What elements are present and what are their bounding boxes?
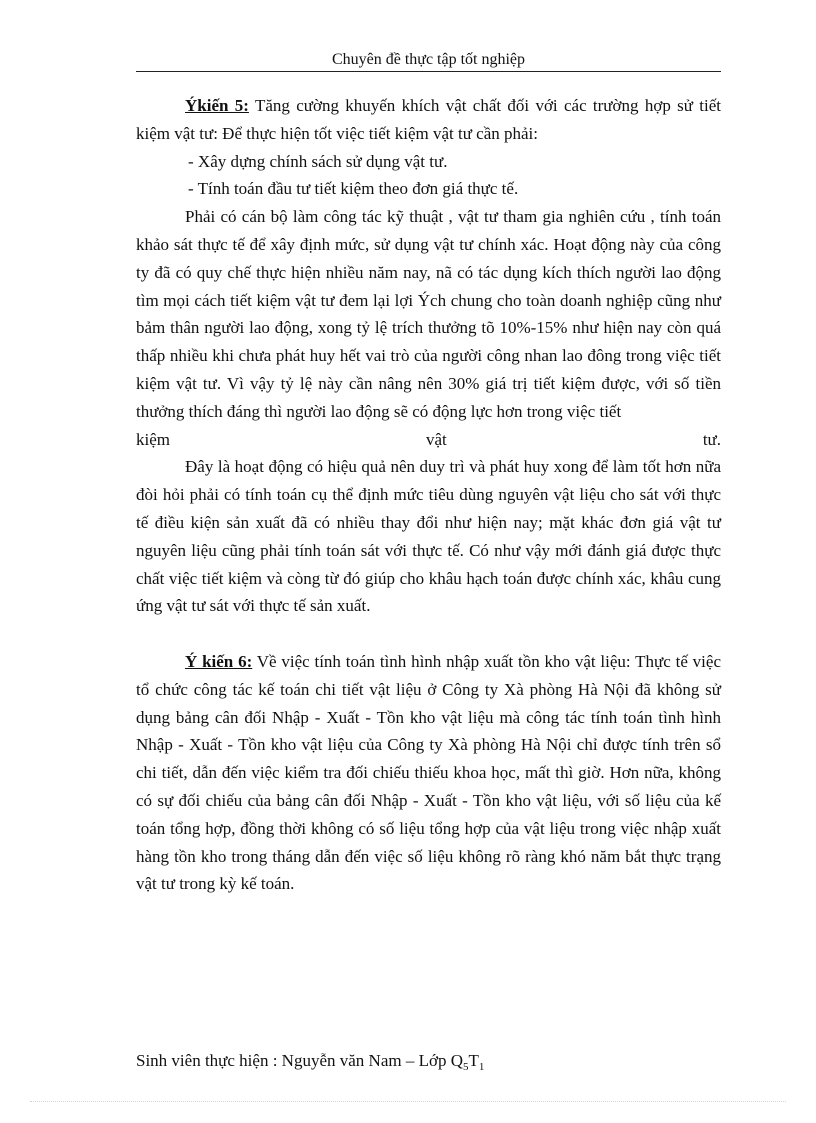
opinion-5-label: Ýkiến 5: — [185, 96, 249, 115]
bullet-item: - Tính toán đầu tư tiết kiệm theo đơn giá thực tế. — [188, 179, 519, 199]
opinion-6-paragraph — [136, 648, 721, 898]
opinion-6-label: Ý kiến 6: — [185, 651, 253, 671]
opinion-5-text: Tăng cường khuyến khích vật chất đối với các trường hợp sử tiết kiệm vật tư: Để thực hiện tốt việc tiết kiệm vật tư cần phải: — [136, 96, 721, 143]
opinion-5-justified-line — [136, 426, 721, 454]
justified-word: kiệm — [136, 429, 170, 449]
footer-text: Sinh viên thực hiện : Nguyễn văn Nam – Lớp Q — [136, 1051, 463, 1070]
footer-subscript: 1 — [478, 1061, 485, 1073]
justified-word: vật — [426, 429, 447, 449]
document-body — [136, 92, 721, 898]
footer-text-mid: T — [468, 1051, 479, 1070]
header-divider — [136, 71, 721, 72]
bullet-item: - Xây dựng chính sách sử dụng vật tư. — [188, 151, 448, 171]
page-footer — [136, 1050, 484, 1078]
opinion-5-body-paragraph-2: Đây là hoạt động có hiệu quả nên duy trì và phát huy xong để làm tốt hơn nữa đòi hỏi phải có tính toán cụ thể định mức tiêu dùng nguyên vật liệu cho sát với thực tế điều kiện sản xuất đã có nhiều thay đổi như hiện nay; mặt khác đơn giá vật tư nguyên liệu cũng phải tính toán sát với thực tế. Có như vậy mới đánh giá được thực chất việc tiết kiệm và còng từ đó giúp cho khâu hạch toán được chính xác, khâu cung ứng vật tư sát với thực tế sản xuất. — [136, 457, 721, 616]
justified-word: tư. — [702, 429, 721, 449]
page-bottom-divider — [30, 1101, 786, 1102]
page-header-title: Chuyên đề thực tập tốt nghiệp — [331, 51, 526, 68]
footer-subscript: 5 — [462, 1061, 469, 1073]
opinion-5-paragraph — [136, 92, 721, 148]
opinion-5-body-paragraph-1: Phải có cán bộ làm công tác kỹ thuật , vật tư tham gia nghiên cứu , tính toán khảo sát thực tế để xây định mức, sử dụng vật tư chính xác. Hoạt động này của công ty đã có quy chế thực hiện nhiều năm nay, nã có tác dụng kích thích người lao động tìm mọi cách tiết kiệm vật tư đem lại lợi Ých chung cho toàn doanh nghiệp cũng như bảm thân người lao động, xong tỷ lệ trích thưởng tõ 10%-15% như hiện nay còn quá thấp nhiều khi chưa phát huy hết vai trò của người công nhan lao đông trong việc tiết kiệm vật tư. Vì vậy tỷ lệ này cần nâng nên 30% giá trị tiết kiệm được, với số tiền thưởng thích đáng thì người lao động sẽ có động lực hơn trong việc tiết — [136, 207, 721, 421]
paragraph-gap — [136, 620, 721, 648]
opinion-6-text: Về việc tính toán tình hình nhập xuất tồn kho vật liệu: Thực tế việc tổ chức công tác kế toán chi tiết vật liệu ở Công ty Xà phòng Hà Nội đã không sử dụng bảng cân đối Nhập - Xuất - Tồn kho vật liệu mà công tác tính toán tình hình Nhập - Xuất - Tồn kho vật liệu của Công ty Xà phòng Hà Nội chỉ được tính trên sổ chi tiết, dẫn đến việc kiểm tra đối chiếu thiếu khoa học, mất thì giờ. Hơn nữa, không có sự đối chiếu của bảng cân đối Nhập - Xuất - Tồn kho vật liệu, với số liệu của kế toán tổng hợp, đồng thời không có số liệu tổng hợp của vật liệu trong việc nhập xuất hàng tồn kho trong tháng dẫn đến việc số liệu không rõ ràng khó năm bắt thực trạng vật tư trong kỳ kế toán. — [136, 651, 721, 894]
